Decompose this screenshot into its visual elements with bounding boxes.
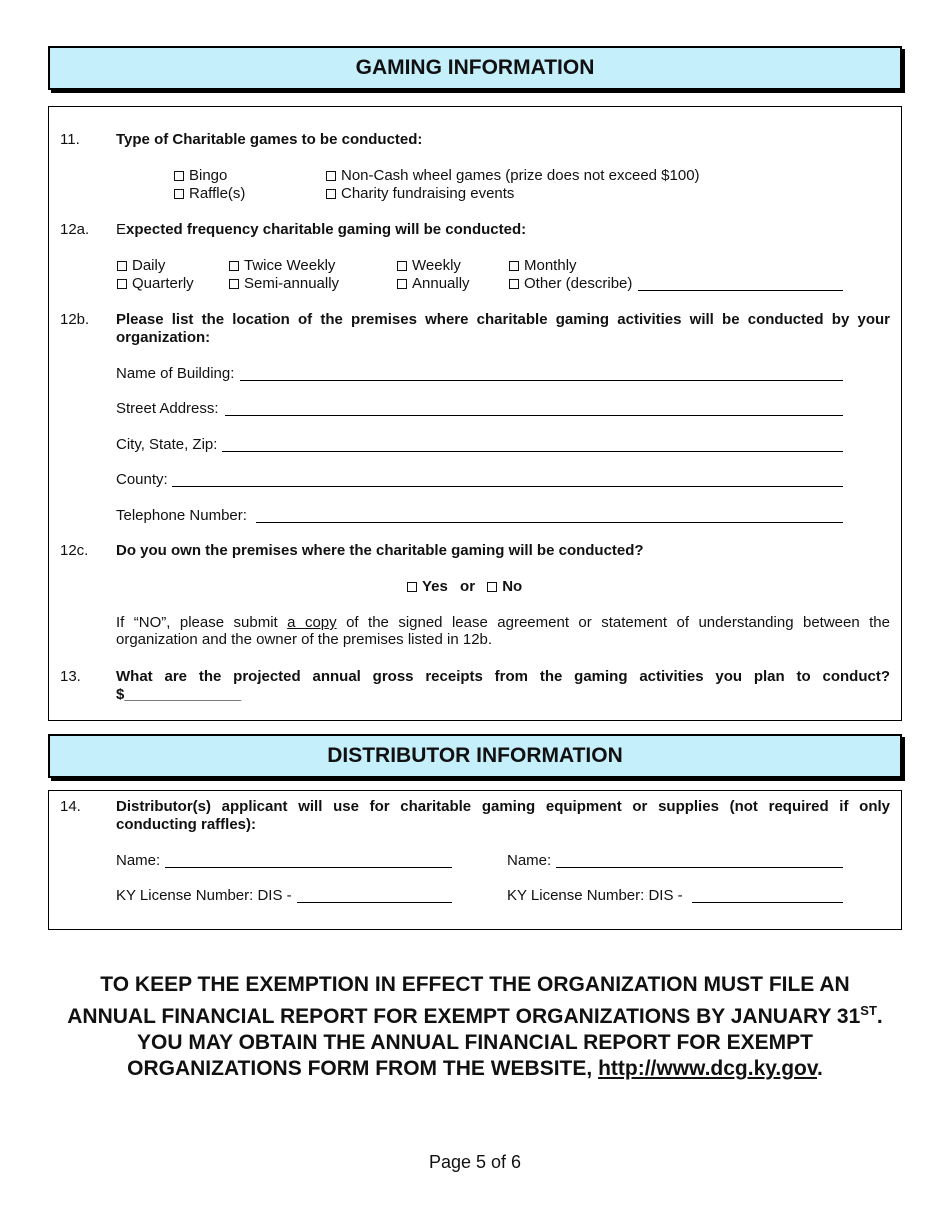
checkbox-icon[interactable]: [509, 261, 519, 271]
telephone-number-line[interactable]: [256, 522, 843, 523]
question-number-12c: 12c.: [60, 542, 89, 559]
question-12a-label: Expected frequency charitable gaming will be conducted:: [116, 221, 527, 238]
website-link[interactable]: http://www.dcg.ky.gov: [598, 1057, 818, 1080]
county-label: County:: [116, 471, 168, 488]
gross-receipts-field[interactable]: $______________: [116, 686, 242, 703]
option-monthly[interactable]: Monthly: [509, 257, 577, 275]
checkbox-icon[interactable]: [397, 261, 407, 271]
telephone-number-label: Telephone Number:: [116, 507, 247, 524]
distributor-information-title: DISTRIBUTOR INFORMATION: [327, 744, 623, 767]
question-13-label: What are the projected annual gross receipts from the gaming activities you plan to conduct?: [116, 668, 890, 685]
question-number-11: 11.: [60, 131, 80, 148]
distributor-name-line-right[interactable]: [556, 867, 843, 868]
ky-license-line-right[interactable]: [692, 902, 843, 903]
checkbox-icon[interactable]: [229, 279, 239, 289]
option-semi-annually[interactable]: Semi-annually: [229, 275, 339, 293]
option-weekly[interactable]: Weekly: [397, 257, 461, 275]
question-12b-label-line2: organization:: [116, 329, 211, 346]
street-address-label: Street Address:: [116, 400, 219, 417]
ky-license-line-left[interactable]: [297, 902, 452, 903]
a-copy-text: a copy: [287, 614, 337, 631]
checkbox-icon[interactable]: [397, 279, 407, 289]
question-14-label-line1: Distributor(s) applicant will use for charitable gaming equipment or supplies (not required if only: [116, 798, 890, 815]
city-state-zip-line[interactable]: [222, 451, 843, 452]
option-other-describe[interactable]: Other (describe): [509, 275, 632, 293]
distributor-name-label-left: Name:: [116, 852, 161, 869]
checkbox-icon[interactable]: [407, 582, 417, 592]
option-yes[interactable]: Yes: [407, 578, 448, 595]
option-no[interactable]: No: [487, 578, 522, 595]
question-number-14: 14.: [60, 798, 81, 815]
distributor-name-line-left[interactable]: [165, 867, 452, 868]
or-text: or: [460, 578, 476, 595]
question-12c-note-line1: If “NO”, please submit a copy of the signed lease agreement or statement of understanding between the: [116, 614, 890, 631]
checkbox-icon[interactable]: [509, 279, 519, 289]
annual-report-notice: TO KEEP THE EXEMPTION IN EFFECT THE ORGANIZATION MUST FILE AN ANNUAL FINANCIAL REPORT FOR EXEMPT ORGANIZATIONS BY JANUARY 31ST. YOU MAY OBTAIN THE ANNUAL FINANCIAL REPORT FOR EXEMPT ORGANIZATIONS FORM FROM THE WEBSITE, http://www.dcg.ky.gov.: [67, 973, 883, 1080]
question-number-12a: 12a.: [60, 221, 90, 238]
option-twice-weekly[interactable]: Twice Weekly: [229, 257, 335, 275]
street-address-line[interactable]: [225, 415, 843, 416]
checkbox-icon[interactable]: [117, 279, 127, 289]
page-number: Page 5 of 6: [428, 1152, 522, 1172]
yes-no-choice: [407, 578, 522, 596]
checkbox-icon[interactable]: [229, 261, 239, 271]
option-raffles[interactable]: Raffle(s): [174, 185, 245, 203]
option-daily[interactable]: Daily: [117, 257, 165, 275]
question-11-label: Type of Charitable games to be conducted:: [116, 131, 423, 148]
name-of-building-label: Name of Building:: [116, 365, 235, 382]
question-12c-note-line2: organization and the owner of the premises listed in 12b.: [116, 631, 493, 648]
distributor-information-header: [48, 734, 902, 778]
gaming-information-header: [48, 46, 902, 90]
gaming-information-title: GAMING INFORMATION: [355, 56, 595, 79]
option-quarterly[interactable]: Quarterly: [117, 275, 194, 293]
question-14-label-line2: conducting raffles):: [116, 816, 257, 833]
distributor-name-label-right: Name:: [507, 852, 552, 869]
option-non-cash-wheel-games[interactable]: Non-Cash wheel games (prize does not exceed $100): [326, 167, 700, 185]
checkbox-icon[interactable]: [117, 261, 127, 271]
checkbox-icon[interactable]: [326, 189, 336, 199]
question-number-12b: 12b.: [60, 311, 90, 328]
option-charity-fundraising-events[interactable]: Charity fundraising events: [326, 185, 514, 203]
checkbox-icon[interactable]: [326, 171, 336, 181]
ky-license-label-right: KY License Number: DIS -: [507, 887, 683, 904]
city-state-zip-label: City, State, Zip:: [116, 436, 218, 453]
option-annually[interactable]: Annually: [397, 275, 470, 293]
question-12c-label: Do you own the premises where the charitable gaming will be conducted?: [116, 542, 644, 559]
checkbox-icon[interactable]: [174, 189, 184, 199]
checkbox-icon[interactable]: [174, 171, 184, 181]
other-describe-line[interactable]: [638, 290, 843, 291]
checkbox-icon[interactable]: [487, 582, 497, 592]
ky-license-label-left: KY License Number: DIS -: [116, 887, 292, 904]
option-bingo[interactable]: Bingo: [174, 167, 227, 185]
name-of-building-line[interactable]: [240, 380, 843, 381]
question-number-13: 13.: [60, 668, 81, 685]
question-12b-label-line1: Please list the location of the premises where charitable gaming activities will be conducted by your: [116, 311, 890, 328]
county-line[interactable]: [172, 486, 843, 487]
